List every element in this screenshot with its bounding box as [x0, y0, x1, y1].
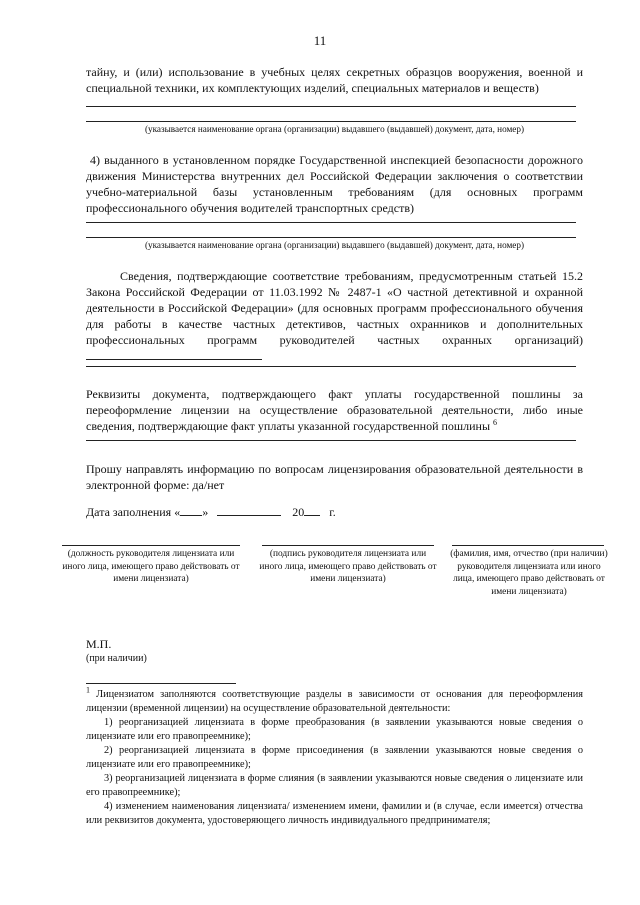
year-prefix: 20 — [292, 505, 305, 519]
date-fill-row — [86, 504, 583, 520]
day-field[interactable] — [180, 504, 202, 516]
signature-line-name[interactable] — [452, 545, 604, 546]
caption-issuer: (указывается наименование органа (организации) выдавшего (выдавшей) документ, дата, номер) — [144, 240, 525, 250]
fill-line[interactable] — [86, 366, 576, 367]
paragraph-svedeniya — [86, 268, 583, 364]
fill-line[interactable] — [86, 106, 576, 107]
footnote-intro-text: Лицензиатом заполняются соответствующие разделы в зависимости от основания для переоформления лицензии (временной лицензии) на осуществление образовательной деятельности: — [86, 689, 583, 714]
fill-line[interactable] — [86, 237, 576, 238]
fill-line[interactable] — [86, 121, 576, 122]
footnote-item: 2) реорганизацией лицензиата в форме присоединения (в заявлении указываются новые сведения о лицензиате или его правопреемнике); — [86, 745, 583, 770]
footnote — [86, 685, 583, 828]
stamp-note: (при наличии) — [86, 653, 147, 664]
stamp-label: М.П. — [86, 637, 112, 651]
date-mid: » — [202, 505, 209, 519]
fill-line[interactable] — [86, 222, 576, 223]
caption-signature: (подпись руководителя лицензиата или иного лица, имеющего право действовать от имени лицензиата) — [259, 549, 437, 584]
fill-line[interactable] — [86, 348, 262, 360]
paragraph-top — [86, 64, 583, 96]
paragraph-rekvizity — [86, 386, 583, 434]
paragraph-item-4-text: 4) выданного в установленном порядке Государственной инспекцией безопасности дорожного движения Министерства внутренних дел Российской Федерации заключения о соответствии учебно-материальной базы установленным требованиям (для основных программ профессионального обучения водителей транспортных средств) — [86, 153, 583, 215]
year-field[interactable] — [304, 504, 320, 516]
caption-position: (должность руководителя лицензиата или иного лица, имеющего право действовать от имени лицензиата) — [62, 549, 240, 584]
caption-fullname: (фамилия, имя, отчество (при наличии) руководителя лицензиата или иного лица, имеющего право действовать от имени лицензиата) — [450, 549, 608, 597]
page-number: 11 — [313, 33, 327, 48]
paragraph-proshu-text: Прошу направлять информацию по вопросам лицензирования образовательной деятельности в электронной форме: да/нет — [86, 462, 583, 492]
paragraph-rekvizity-text: Реквизиты документа, подтверждающего факт уплаты государственной пошлины за переоформление лицензии на осуществление образовательной деятельности, либо иные сведения, подтверждающие факт уплаты указанной государственной пошлины — [86, 387, 583, 433]
date-label: Дата заполнения « — [86, 505, 181, 519]
year-suffix: г. — [329, 505, 336, 519]
fill-line[interactable] — [86, 440, 576, 441]
footnote-separator — [86, 683, 236, 684]
footnote-item: 1) реорганизацией лицензиата в форме преобразования (в заявлении указываются новые сведения о лицензиате или его правопреемнике); — [86, 717, 583, 742]
signature-line-position[interactable] — [62, 545, 240, 546]
footnote-ref: 6 — [493, 418, 498, 427]
paragraph-top-text: тайну, и (или) использование в учебных целях секретных образцов вооружения, военной и специальной техники, их комплектующих изделий, специальных материалов и веществ) — [86, 65, 583, 95]
footnote-marker: 1 — [86, 685, 90, 695]
footnote-intro — [86, 685, 583, 716]
paragraph-svedeniya-text: Сведения, подтверждающие соответствие требованиям, предусмотренным статьей 15.2 Закона Российской Федерации от 11.03.1992 № 2487-1 «О частной детективной и охранной деятельности в Российской Федерации» (для основных программ профессионального обучения для работы в качестве частных детективов, частных охранников и дополнительных профессиональных программ руководителей частных охранных организаций) — [86, 269, 583, 347]
caption-issuer: (указывается наименование органа (организации) выдавшего (выдавшей) документ, дата, номер) — [144, 124, 525, 134]
month-field[interactable] — [217, 504, 281, 516]
footnote-item: 4) изменением наименования лицензиата/ изменением имени, фамилии и (в случае, если имеется) отчества или реквизитов документа, удостоверяющего личность индивидуального предпринимателя; — [86, 801, 583, 826]
paragraph-item-4 — [86, 152, 583, 216]
paragraph-proshu — [86, 461, 583, 493]
signature-line-sign[interactable] — [262, 545, 434, 546]
footnote-item: 3) реорганизацией лицензиата в форме слияния (в заявлении указываются новые сведения о лицензиате или его правопреемнике); — [86, 773, 583, 798]
